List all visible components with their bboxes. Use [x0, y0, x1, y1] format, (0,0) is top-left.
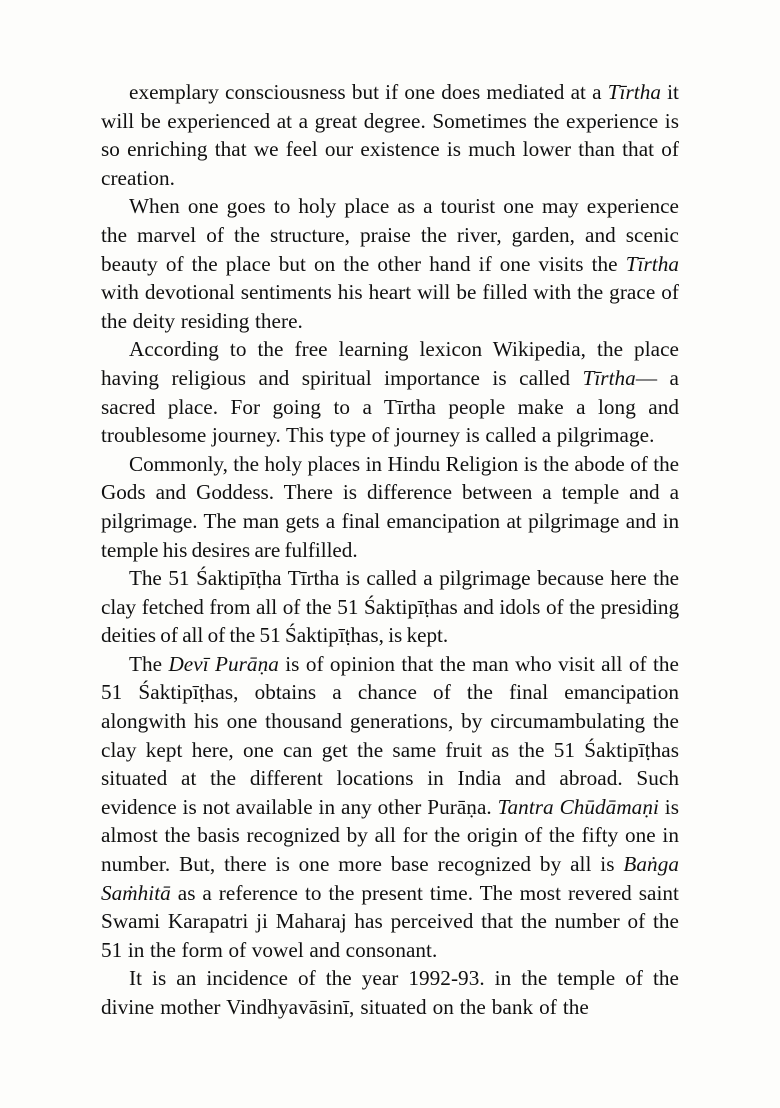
italic-term-tantra-chudamani: Tantra Chūdāmaṇi	[497, 794, 659, 819]
italic-term-tirtha: Tīrtha	[607, 80, 661, 104]
paragraph-3	[101, 335, 679, 449]
text-run: When one goes to holy place as a tourist one may experience the marvel of the structure, praise the river, garden, and scenic beauty of the place but on the other hand if one visits the	[101, 194, 679, 276]
paragraph-2	[101, 192, 679, 335]
italic-term-tirtha: Tīrtha	[625, 251, 679, 276]
italic-term-banga-samhita: Baṅga Saṁhitā	[101, 852, 679, 905]
italic-term-devi-purana: Devī Purāṇa	[168, 651, 279, 676]
text-run: The	[129, 651, 169, 676]
text-run: According to the free learning lexicon Wikipedia, the place having religious and spiritual importance is called	[101, 337, 679, 390]
paragraph-6	[101, 650, 679, 965]
paragraph-7	[101, 964, 679, 1021]
text-run: is of opinion that the man who visit all of the 51 Śaktipīṭhas, obtains a chance of the final emancipation alongwith his one thousand generations, by circumambulating the clay kept here, one can get the same fruit as the 51 Śaktipīṭhas situated at the different locations in India and abroad. Such evidence is not available in any other Purāṇa.	[101, 651, 679, 819]
text-run: is almost the basis recognized by all for the origin of the fifty one in number. But, there is one more base recognized by all is	[101, 794, 680, 877]
text-run: It is an incidence of the year 1992-93. in the temple of the divine mother Vindhyavāsinī, situated on the bank of the	[101, 966, 679, 1019]
italic-term-tirtha: Tīrtha	[582, 365, 636, 390]
body-text-column	[101, 78, 679, 1022]
paragraph-1	[101, 78, 679, 192]
text-run: The 51 Śaktipīṭha Tīrtha is called a pilgrimage because here the clay fetched from all of the 51 Śaktipīṭhas and idols of the presiding deities of all of the 51 Śaktipīṭhas, is kept.	[101, 566, 679, 648]
text-run: as a reference to the present time. The most revered saint Swami Karapatri ji Maharaj has perceived that the number of the 51 in the form of vowel and consonant.	[101, 880, 679, 962]
text-run: Commonly, the holy places in Hindu Religion is the abode of the Gods and Goddess. There is difference between a temple and a pilgrimage. The man gets a final emancipation at pilgrimage and in temple his desires are fulfilled.	[101, 451, 679, 562]
text-run: — a sacred place. For going to a Tīrtha people make a long and troublesome journey. This type of journey is called a pilgrimage.	[101, 365, 679, 448]
paragraph-5	[101, 564, 679, 650]
text-run: exemplary consciousness but if one does mediated at a	[129, 80, 608, 104]
text-run: it will be experienced at a great degree. Sometimes the experience is so enriching that we feel our existence is much lower than that of creation.	[101, 80, 679, 190]
text-run: with devotional sentiments his heart will be filled with the grace of the deity residing there.	[101, 280, 679, 333]
paragraph-4	[101, 450, 679, 564]
